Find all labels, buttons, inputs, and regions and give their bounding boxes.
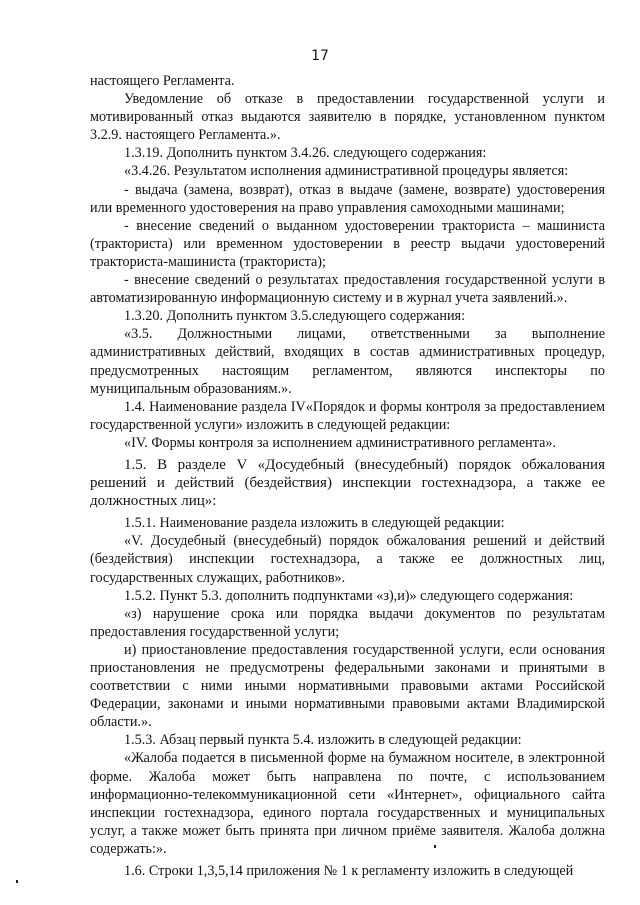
scan-speck [434, 845, 436, 848]
paragraph-3-5: «3.5. Должностными лицами, ответственными за выполнение административных действий, входящих в состав административных процедур, предусмотренных настоящим регламентом, являются инспекторы по муниципальным образованиям.». [90, 326, 605, 397]
paragraph-1-5-1: 1.5.1. Наименование раздела изложить в следующей редакции: [124, 515, 505, 532]
list-item-information-system: - внесение сведений о результатах предоставления государственной услуги в автоматизированную информационную систему и в журнал учета заявлений.». [90, 272, 605, 307]
paragraph-continuation: настоящего Регламента. [90, 73, 235, 89]
paragraph-1-4: 1.4. Наименование раздела IV«Порядок и формы контроля за предоставлением государственной услуги» изложить в следующей редакции: [90, 398, 605, 433]
paragraph-1-3-20: 1.3.20. Дополнить пунктом 3.5.следующего содержания: [124, 308, 466, 325]
paragraph-1-5-2: 1.5.2. Пункт 5.3. дополнить подпунктами «з),и)» следующего содержания: [124, 587, 574, 604]
document-body [90, 72, 605, 880]
paragraph-1-3-19: 1.3.19. Дополнить пунктом 3.4.26. следующего содержания: [124, 145, 487, 162]
scan-speck [16, 880, 18, 883]
paragraph-3-4-26: «3.4.26. Результатом исполнения административной процедуры является: [124, 163, 569, 180]
paragraph-section-v-title: «V. Досудебный (внесудебный) порядок обжалования решений и действий (бездействия) инспекции гостехнадзора, а также ее должностных лиц, государственных служащих, работников». [90, 533, 605, 586]
page-number: 17 [311, 48, 329, 64]
paragraph-1-5: 1.5. В разделе V «Досудебный (внесудебный) порядок обжалования решений и действий (бездействия) инспекции гостехнадзора, а также ее должностных лиц»: [90, 456, 605, 510]
list-item-issuance: - выдача (замена, возврат), отказ в выдаче (замене, возврате) удостоверения или временного удостоверения на право управления самоходными машинами; [90, 181, 605, 216]
paragraph-1-5-3: 1.5.3. Абзац первый пункта 5.4. изложить в следующей редакции: [124, 732, 522, 749]
subitem-i: и) приостановление предоставления государственной услуги, если основания приостановления не предусмотрены федеральными законами и принятыми в соответствии с ними иными нормативными правовыми актами Российской Федерации, законами и иными нормативными правовыми актами Владимирской области.». [90, 641, 605, 731]
paragraph-1-6: 1.6. Строки 1,3,5,14 приложения № 1 к регламенту изложить в следующей [124, 863, 574, 880]
list-item-registry: - внесение сведений о выданном удостоверении тракториста – машиниста (тракториста) или временном удостоверении в реестр выдачи удостоверений тракториста-машиниста (тракториста); [90, 217, 605, 270]
paragraph-section-iv-title: «IV. Формы контроля за исполнением административного регламента». [124, 434, 557, 451]
paragraph-refusal-notice: Уведомление об отказе в предоставлении государственной услуги и мотивированный отказ выдаются заявителю в порядке, установленном пунктом 3.2.9. настоящего Регламента.». [90, 91, 605, 144]
paragraph-complaint: «Жалоба подается в письменной форме на бумажном носителе, в электронной форме. Жалоба может быть направлена по почте, с использованием информационно-телекоммуникационной сети «Интернет», официального сайта инспекции гостехнадзора, единого портала государственных и муниципальных услуг, а также может быть принята при личном приёме заявителя. Жалоба должна содержать:». [90, 750, 605, 857]
subitem-z: «з) нарушение срока или порядка выдачи документов по результатам предоставления государственной услуги; [90, 605, 605, 640]
